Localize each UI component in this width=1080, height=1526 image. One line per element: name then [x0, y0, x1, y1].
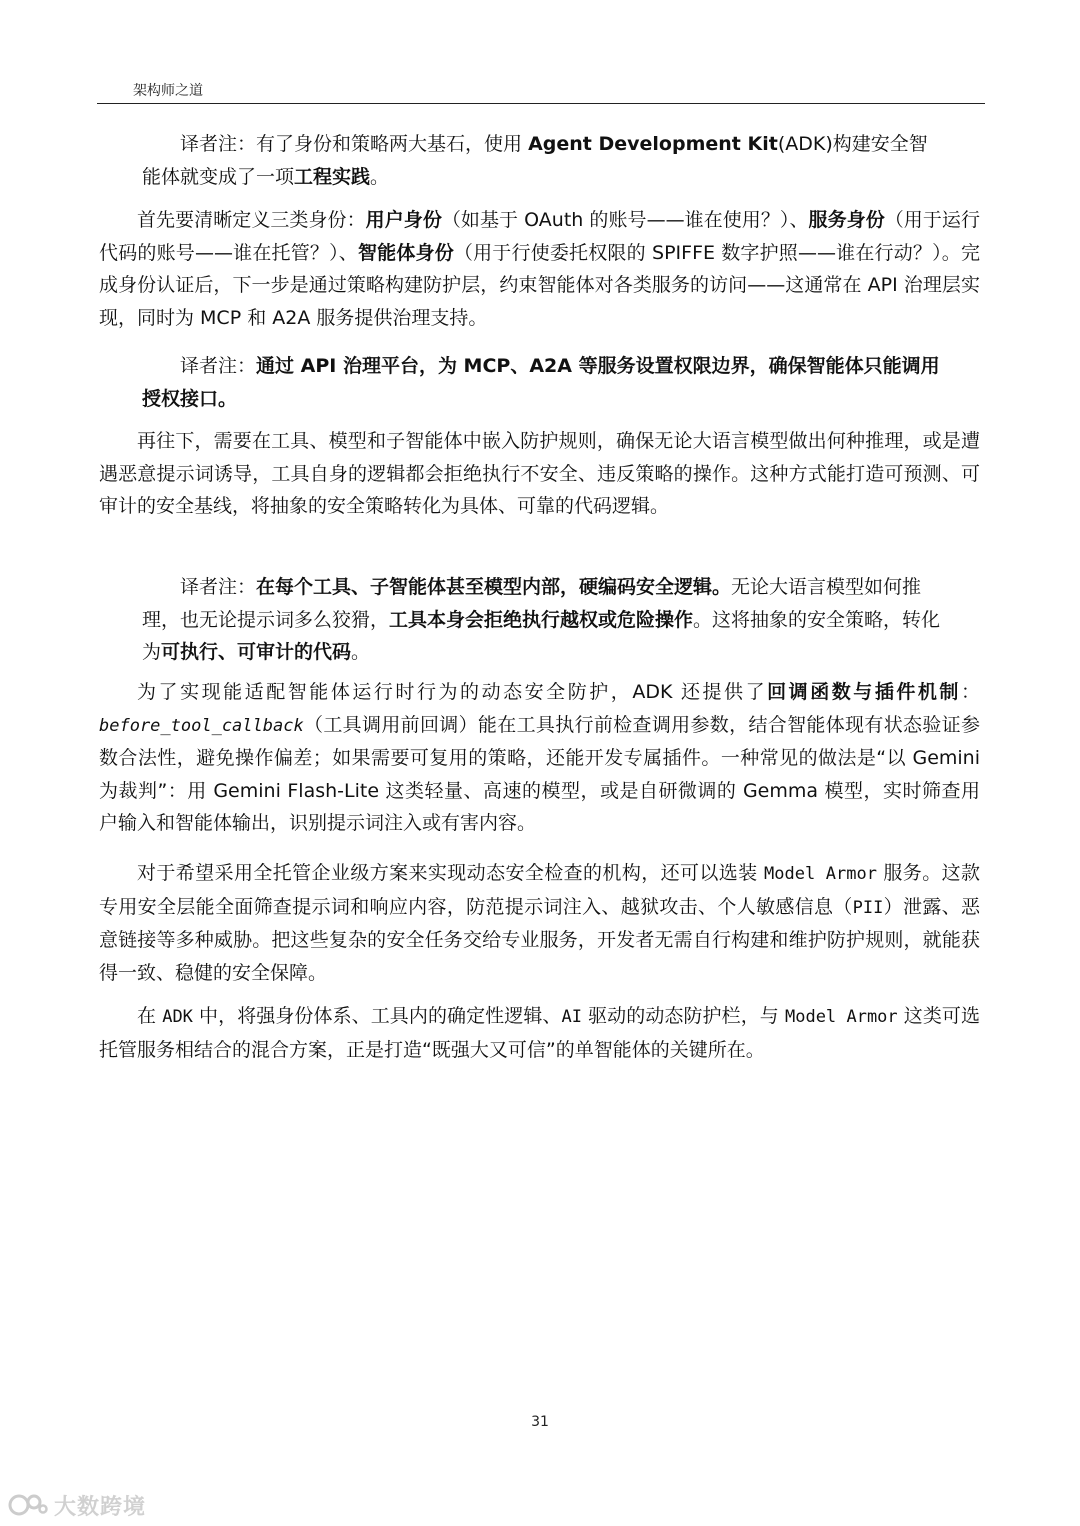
note-text: (ADK) — [777, 133, 833, 155]
page-header — [97, 70, 985, 104]
note-text: 。 — [351, 641, 371, 663]
para-text: ）泄露、恶意链接等多种威胁。把这些复杂的安全任务交给专业服务，开发者无需自行构建和维护防护规则，就能获得一致、稳健的安全保障。 — [99, 895, 980, 984]
note-text: 构建安全智能体就变成了一项 — [142, 133, 928, 188]
note-bold: 在每个工具、子智能体甚至模型内部，硬编码安全逻辑。 — [256, 576, 732, 598]
logo-mark-icon — [8, 1490, 48, 1520]
para-text: （如基于 OAuth 的账号——谁在使用？）、 — [441, 209, 809, 231]
note-bold: Agent Development Kit — [528, 133, 778, 155]
para-text: 这类可选托管服务相结合的混合方案，正是打造“既强大又可信”的单智能体的关键所在。 — [99, 1005, 981, 1061]
para-text: （用于运行代码的账号——谁在托管？）、 — [99, 209, 980, 264]
para-text: 在 — [137, 1005, 163, 1027]
para-bold: 用户身份 — [365, 209, 442, 231]
note-label: 译者注： — [180, 133, 257, 155]
note-bold: 通过 API 治理平台，为 MCP、A2A 等服务设置权限边界，确保智能体只能调用授权接口。 — [142, 355, 940, 410]
para-text: 对于希望采用全托管企业级方案来实现动态安全检查的机构，还可以选装 — [137, 862, 764, 884]
paragraph-model-armor — [99, 857, 980, 989]
para-mono: ADK — [162, 1007, 193, 1027]
note-bold: 工具本身会拒绝执行越权或危险操作 — [389, 608, 694, 631]
translator-note-1 — [142, 128, 942, 193]
note-text: 。 — [370, 165, 390, 188]
para-bold: 智能体身份 — [357, 241, 454, 264]
paragraph-conclusion — [99, 1000, 980, 1066]
code-identifier: before_tool_callback — [99, 715, 304, 736]
para-text: ： — [960, 681, 980, 703]
paragraph-guardrails — [99, 425, 980, 523]
watermark-text: 大数跨境 — [54, 1494, 147, 1520]
paragraph-identities — [99, 204, 980, 334]
note-bold: 工程实践 — [294, 165, 371, 188]
note-label: 译者注： — [180, 576, 257, 598]
para-bold: 服务身份 — [808, 209, 885, 231]
para-text: 首先要清晰定义三类身份： — [137, 209, 366, 231]
note-bold: 可执行、可审计的代码 — [161, 641, 352, 663]
para-text: （用于行使委托权限的 SPIFFE 数字护照——谁在行动？）。完成身份认证后，下一步是通过策略构建防护层，约束智能体对各类服务的访问——这通常在 API 治理层实现，同时为 MCP 和 A2A 服务提供治理支持。 — [99, 241, 980, 329]
note-text: 无论大语言模型如何推理，也无论提示词多么狡猾， — [142, 576, 922, 631]
page-number: 31 — [531, 1414, 549, 1430]
note-text: 。这将抽象的安全策略，转化为 — [142, 608, 941, 663]
para-text: 再往下，需要在工具、模型和子智能体中嵌入防护规则，确保无论大语言模型做出何种推理，或是遭遇恶意提示词诱导，工具自身的逻辑都会拒绝执行不安全、违反策略的操作。这种方式能打造可预测、可审计的安全基线，将抽象的安全策略转化为具体、可靠的代码逻辑。 — [99, 430, 980, 517]
para-mono: AI — [561, 1007, 582, 1027]
note-text: 有了身份和策略两大基石，使用 — [256, 133, 529, 155]
para-text: 服务。这款专用安全层能全面筛查提示词和响应内容，防范提示词注入、越狱攻击、个人敏感信息（ — [99, 862, 980, 918]
para-text: 驱动的动态防护栏，与 — [581, 1005, 785, 1027]
note-label: 译者注： — [180, 355, 257, 377]
para-text: （工具调用前回调）能在工具执行前检查调用参数，结合智能体现有状态验证参数合法性，避免操作偏差；如果需要可复用的策略，还能开发专属插件。一种常见的做法是“以 Gemini 为裁判”：用 Gemini Flash-Lite 这类轻量、高速的模型，或是自研微调的 Gemma 模型，实时筛查用户输入和智能体输出，识别提示词注入或有害内容。 — [99, 713, 980, 834]
translator-note-2 — [142, 350, 942, 415]
header-title: 架构师之道 — [133, 83, 203, 99]
paragraph-callbacks — [99, 676, 980, 840]
para-text: 中，将强身份体系、工具内的确定性逻辑、 — [192, 1005, 562, 1027]
para-text: 为了实现能适配智能体运行时行为的动态安全防护，ADK 还提供了 — [137, 681, 768, 703]
watermark — [8, 1488, 146, 1522]
translator-note-3 — [142, 571, 942, 669]
para-mono: Model Armor — [784, 1007, 898, 1027]
para-mono: Model Armor — [764, 864, 877, 884]
para-bold: 回调函数与插件机制 — [767, 681, 961, 703]
para-mono: PII — [852, 897, 884, 918]
